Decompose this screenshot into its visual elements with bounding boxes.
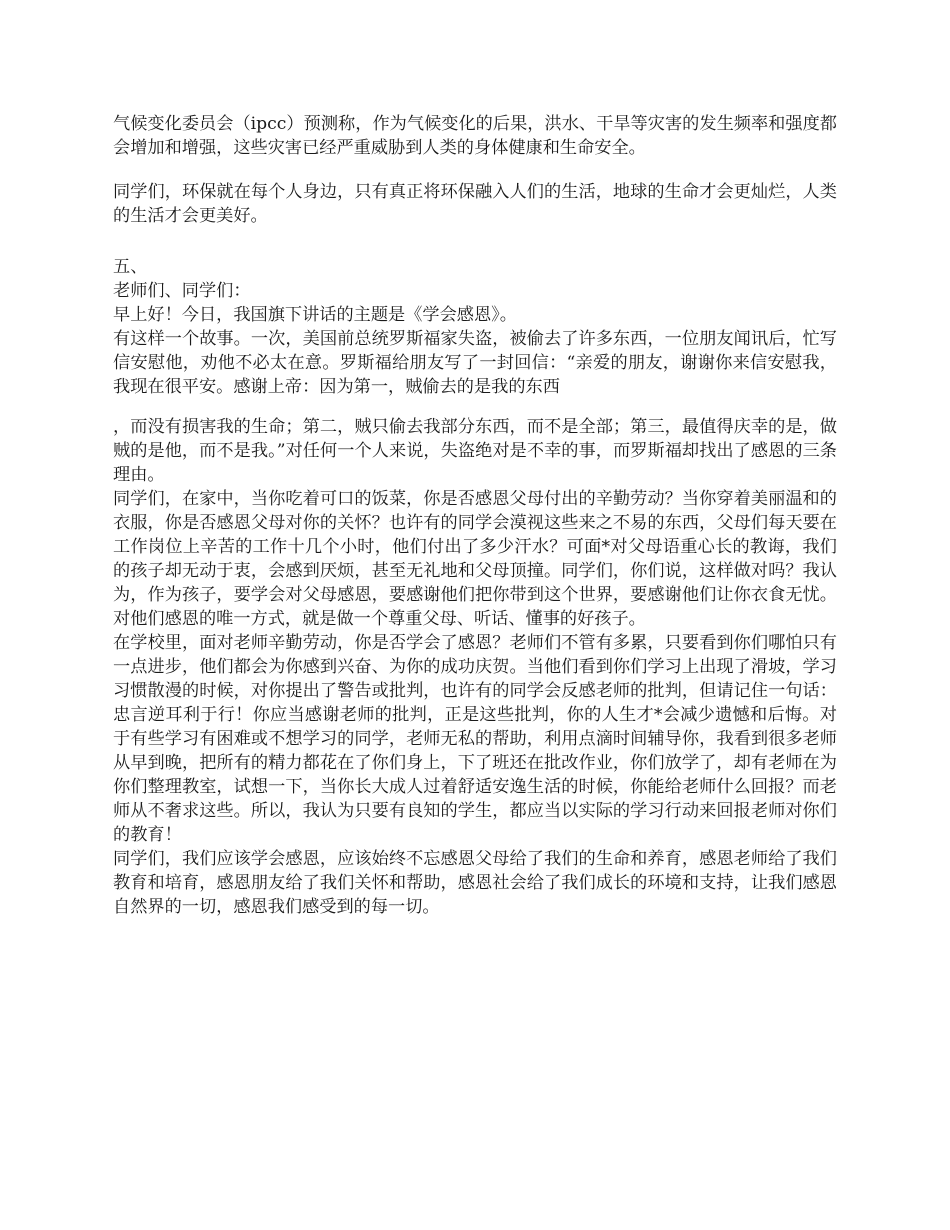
paragraph-roosevelt-story: 有这样一个故事。一次，美国前总统罗斯福家失盗，被偷去了许多东西，一位朋友闻讯后，忙写信安慰他，劝他不必太在意。罗斯福给朋友写了一封回信：“亲爱的朋友，谢谢你来信安慰我，我现在很平安。感谢上帝：因为第一，贼偷去的是我的东西 xyxy=(113,329,837,397)
salutation: 老师们、同学们： xyxy=(113,281,251,301)
document-body xyxy=(113,112,837,919)
greeting: 早上好！今日，我国旗下讲话的主题是《学会感恩》。 xyxy=(113,305,517,325)
paragraph-teachers: 在学校里，面对老师辛勤劳动，你是否学会了感恩？老师们不管有多累，只要看到你们哪怕只有一点进步，他们都会为你感到兴奋、为你的成功庆贺。当他们看到你们学习上出现了滑坡，学习习惯散漫的时候，对你提出了警告或批判，也许有的同学会反感老师的批判，但请记住一句话：忠言逆耳利于行！你应当感谢老师的批判，正是这些批判，你的人生才*会减少遗憾和后悔。对于有些学习有困难或不想学习的同学，老师无私的帮助，利用点滴时间辅导你，我看到很多老师从早到晚，把所有的精力都花在了你们身上，下了班还在批改作业，你们放学了，却有老师在为你们整理教室，试想一下，当你长大成人过着舒适安逸生活的时候，你能给老师什么回报？而老师从不奢求这些。所以，我认为只要有良知的学生，都应当以实际的学习行动来回报老师对你们的教育！ xyxy=(113,633,837,845)
paragraph-conclusion: 同学们，我们应该学会感恩，应该始终不忘感恩父母给了我们的生命和养育，感恩老师给了我们教育和培育，感恩朋友给了我们关怀和帮助，感恩社会给了我们成长的环境和支持，让我们感恩自然界的一切，感恩我们感受到的每一切。 xyxy=(113,849,837,917)
paragraph-roosevelt-continued: ，而没有损害我的生命；第二，贼只偷去我部分东西，而不是全部；第三，最值得庆幸的是，做贼的是他，而不是我。”对任何一个人来说，失盗绝对是不幸的事，而罗斯福却找出了感恩的三条理由。 xyxy=(113,417,837,485)
paragraph-parents: 同学们，在家中，当你吃着可口的饭菜，你是否感恩父母付出的辛勤劳动？当你穿着美丽温和的衣服，你是否感恩父母对你的关怀？也许有的同学会漠视这些来之不易的东西，父母们每天要在工作岗位上辛苦的工作十几个小时，他们付出了多少汗水？可面*对父母语重心长的教诲，我们的孩子却无动于衷，会感到厌烦，甚至无礼地和父母顶撞。同学们，你们说，这样做对吗？我认为，作为孩子，要学会对父母感恩，要感谢他们把你带到这个世界，要感谢他们让你衣食无忧。对他们感恩的唯一方式，就是做一个尊重父母、听话、懂事的好孩子。 xyxy=(113,489,837,629)
paragraph-ipcc: 气候变化委员会（ipcc）预测称，作为气候变化的后果，洪水、干旱等灾害的发生频率和强度都会增加和增强，这些灾害已经严重威胁到人类的身体健康和生命安全。 xyxy=(113,114,837,158)
section-number: 五、 xyxy=(113,257,148,277)
paragraph-environment: 同学们，环保就在每个人身边，只有真正将环保融入人们的生活，地球的生命才会更灿烂，人类的生活才会更美好。 xyxy=(113,182,837,226)
